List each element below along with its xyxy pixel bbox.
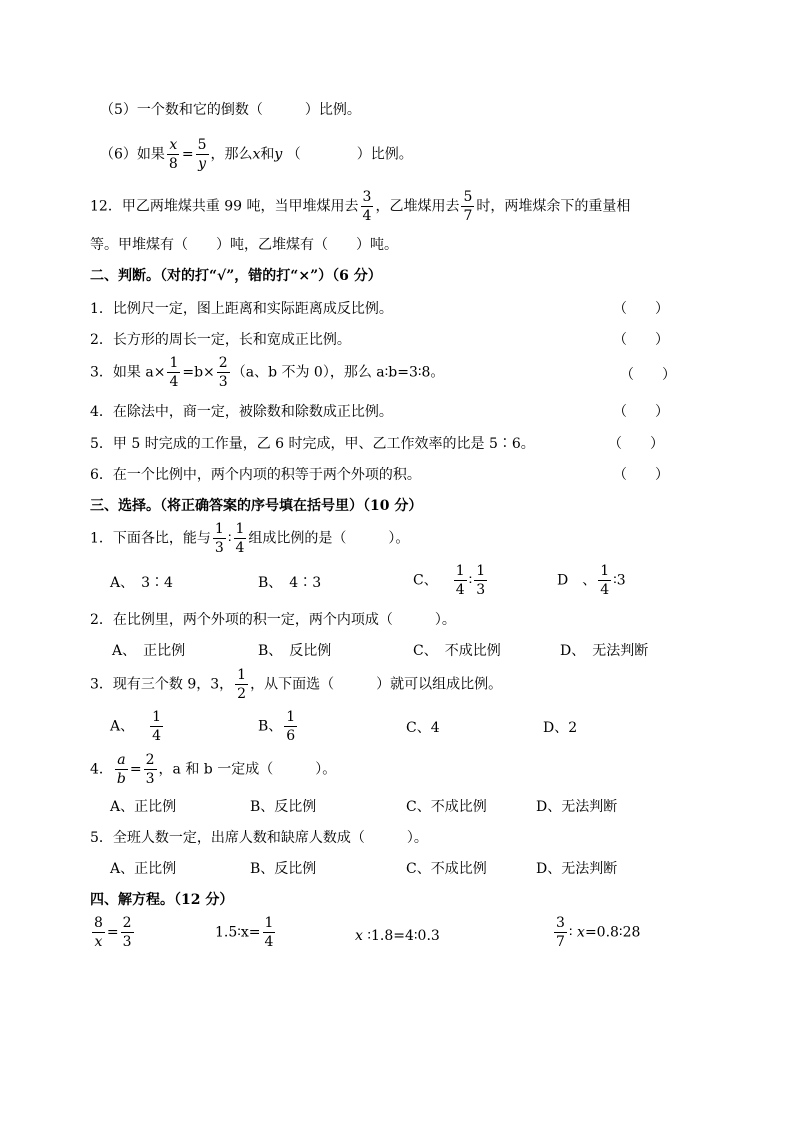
equation-3: x ∶1.8=4∶0.3 bbox=[355, 928, 440, 944]
choice-q5-option-a[interactable]: A、正比例 bbox=[110, 861, 177, 877]
answer-paren[interactable]: （ ） bbox=[613, 301, 669, 317]
answer-paren[interactable]: （ ） bbox=[608, 436, 664, 452]
choice-q4-option-b[interactable]: B、反比例 bbox=[250, 799, 317, 815]
choice-q4-option-d[interactable]: D、无法判断 bbox=[536, 799, 618, 815]
judge-item-3: 3．如果 a× $\frac{1}{4}$ =b× $\frac{2}{3}$ （a、b 不为 0），那么 a∶b=3∶8。 bbox=[90, 355, 445, 390]
fraction: $\frac{1}{4}$ bbox=[455, 563, 465, 598]
fraction: $\frac{1}{4}$ bbox=[152, 709, 162, 744]
fraction: $\frac{1}{2}$ bbox=[237, 667, 247, 702]
choice-q3: 3．现有三个数 9，3， $\frac{1}{2}$ ，从下面选（ ）就可以组成比例。 bbox=[90, 667, 503, 702]
judge-item-2: 2．长方形的周长一定，长和宽成正比例。 bbox=[90, 332, 351, 348]
fraction: $\frac{3}{4}$ bbox=[362, 189, 372, 224]
fraction: $\frac{2}{3}$ bbox=[145, 752, 155, 787]
question-12: 12．甲乙两堆煤共重 99 吨，当甲堆煤用去 $\frac{3}{4}$ ，乙堆煤用去 $\frac{5}{7}$ 时，两堆煤余下的重量相 bbox=[90, 189, 631, 224]
equation-2: 1.5∶x= $\frac{1}{4}$ bbox=[215, 915, 274, 950]
judge-item-6: 6．在一个比例中，两个内项的积等于两个外项的积。 bbox=[90, 467, 421, 483]
judge-item-5: 5．甲 5 时完成的工作量，乙 6 时完成，甲、乙工作效率的比是 5∶6。 bbox=[90, 436, 535, 452]
fraction: $\frac{1}{3}$ bbox=[214, 521, 224, 556]
choice-q3-option-b[interactable]: B、 $\frac{1}{6}$ bbox=[258, 709, 296, 744]
section-2-title: 二、判断。（对的打“√”，错的打“×”）（6 分） bbox=[90, 268, 382, 284]
fraction: $\frac{a}{b}$ bbox=[116, 752, 126, 787]
choice-q1-option-c[interactable]: C、 $\frac{1}{4}$ ∶ $\frac{1}{3}$ bbox=[413, 563, 486, 598]
fraction: $\frac{8}{x}$ bbox=[94, 915, 103, 950]
section-3-title: 三、选择。（将正确答案的序号填在括号里）（10 分） bbox=[90, 498, 423, 514]
choice-q4-option-c[interactable]: C、不成比例 bbox=[406, 799, 487, 815]
answer-paren[interactable]: （ ） bbox=[613, 467, 669, 483]
choice-q5-option-c[interactable]: C、不成比例 bbox=[406, 861, 487, 877]
fraction: $\frac{1}{4}$ bbox=[600, 563, 610, 598]
fraction: $\frac{1}{4}$ bbox=[235, 521, 245, 556]
answer-paren[interactable]: （ ） bbox=[613, 332, 669, 348]
fraction: $\frac{2}{3}$ bbox=[122, 915, 132, 950]
fraction: $\frac{1}{4}$ bbox=[169, 355, 179, 390]
choice-q5-option-d[interactable]: D、无法判断 bbox=[536, 861, 618, 877]
choice-q4-option-a[interactable]: A、正比例 bbox=[110, 799, 177, 815]
answer-paren[interactable]: （ ） bbox=[620, 367, 676, 383]
equation-1: $\frac{8}{x}$ = $\frac{2}{3}$ bbox=[94, 915, 132, 950]
choice-q5: 5．全班人数一定，出席人数和缺席人数成（ ）。 bbox=[90, 830, 428, 846]
answer-paren[interactable]: （ ） bbox=[613, 404, 669, 420]
section-4-title: 四、解方程。（12 分） bbox=[90, 892, 234, 908]
choice-q3-option-d[interactable]: D、2 bbox=[543, 720, 578, 736]
choice-q5-option-b[interactable]: B、反比例 bbox=[250, 861, 317, 877]
question-5: （5）一个数和它的倒数（ ）比例。 bbox=[100, 102, 361, 118]
fraction: $\frac{1}{6}$ bbox=[286, 709, 296, 744]
choice-q2-option-a[interactable]: A、 正比例 bbox=[112, 643, 186, 659]
choice-q1: 1．下面各比，能与 $\frac{1}{3}$ ∶ $\frac{1}{4}$ 组成比例的是（ ）。 bbox=[90, 521, 410, 556]
fraction: $\frac{1}{4}$ bbox=[264, 915, 274, 950]
judge-item-1: 1．比例尺一定，图上距离和实际距离成反比例。 bbox=[90, 301, 393, 317]
judge-item-4: 4．在除法中，商一定，被除数和除数成正比例。 bbox=[90, 404, 393, 420]
fraction: $\frac{x}{8}$ bbox=[168, 137, 178, 172]
choice-q3-option-a[interactable]: A、 $\frac{1}{4}$ bbox=[110, 709, 162, 744]
fraction: $\frac{5}{7}$ bbox=[463, 189, 473, 224]
choice-q3-option-c[interactable]: C、4 bbox=[406, 720, 440, 736]
choice-q2-option-d[interactable]: D、 无法判断 bbox=[560, 643, 649, 659]
fraction: $\frac{2}{3}$ bbox=[218, 355, 228, 390]
choice-q2-option-b[interactable]: B、 反比例 bbox=[258, 643, 332, 659]
fraction: $\frac{5}{y}$ bbox=[197, 137, 207, 172]
equation-4: $\frac{3}{7}$ ∶ x=0.8∶28 bbox=[556, 915, 641, 950]
question-6: （6）如果 $\frac{x}{8}$ = $\frac{5}{y}$ ，那么x和y （ ）比例。 bbox=[100, 137, 413, 172]
choice-q2: 2．在比例里，两个外项的积一定，两个内项成（ ）。 bbox=[90, 612, 456, 628]
choice-q1-option-d[interactable]: D 、 $\frac{1}{4}$ ∶3 bbox=[557, 563, 626, 598]
fraction: $\frac{3}{7}$ bbox=[556, 915, 565, 950]
choice-q1-option-a[interactable]: A、 3∶4 bbox=[110, 575, 173, 591]
fraction: $\frac{1}{3}$ bbox=[476, 563, 486, 598]
choice-q1-option-b[interactable]: B、 4∶3 bbox=[258, 575, 322, 591]
choice-q4: 4． $\frac{a}{b}$ = $\frac{2}{3}$ ，a 和 b 一定成（ ）。 bbox=[90, 752, 337, 787]
choice-q2-option-c[interactable]: C、 不成比例 bbox=[413, 643, 501, 659]
question-12-line2: 等。甲堆煤有（ ）吨，乙堆煤有（ ）吨。 bbox=[90, 237, 398, 253]
